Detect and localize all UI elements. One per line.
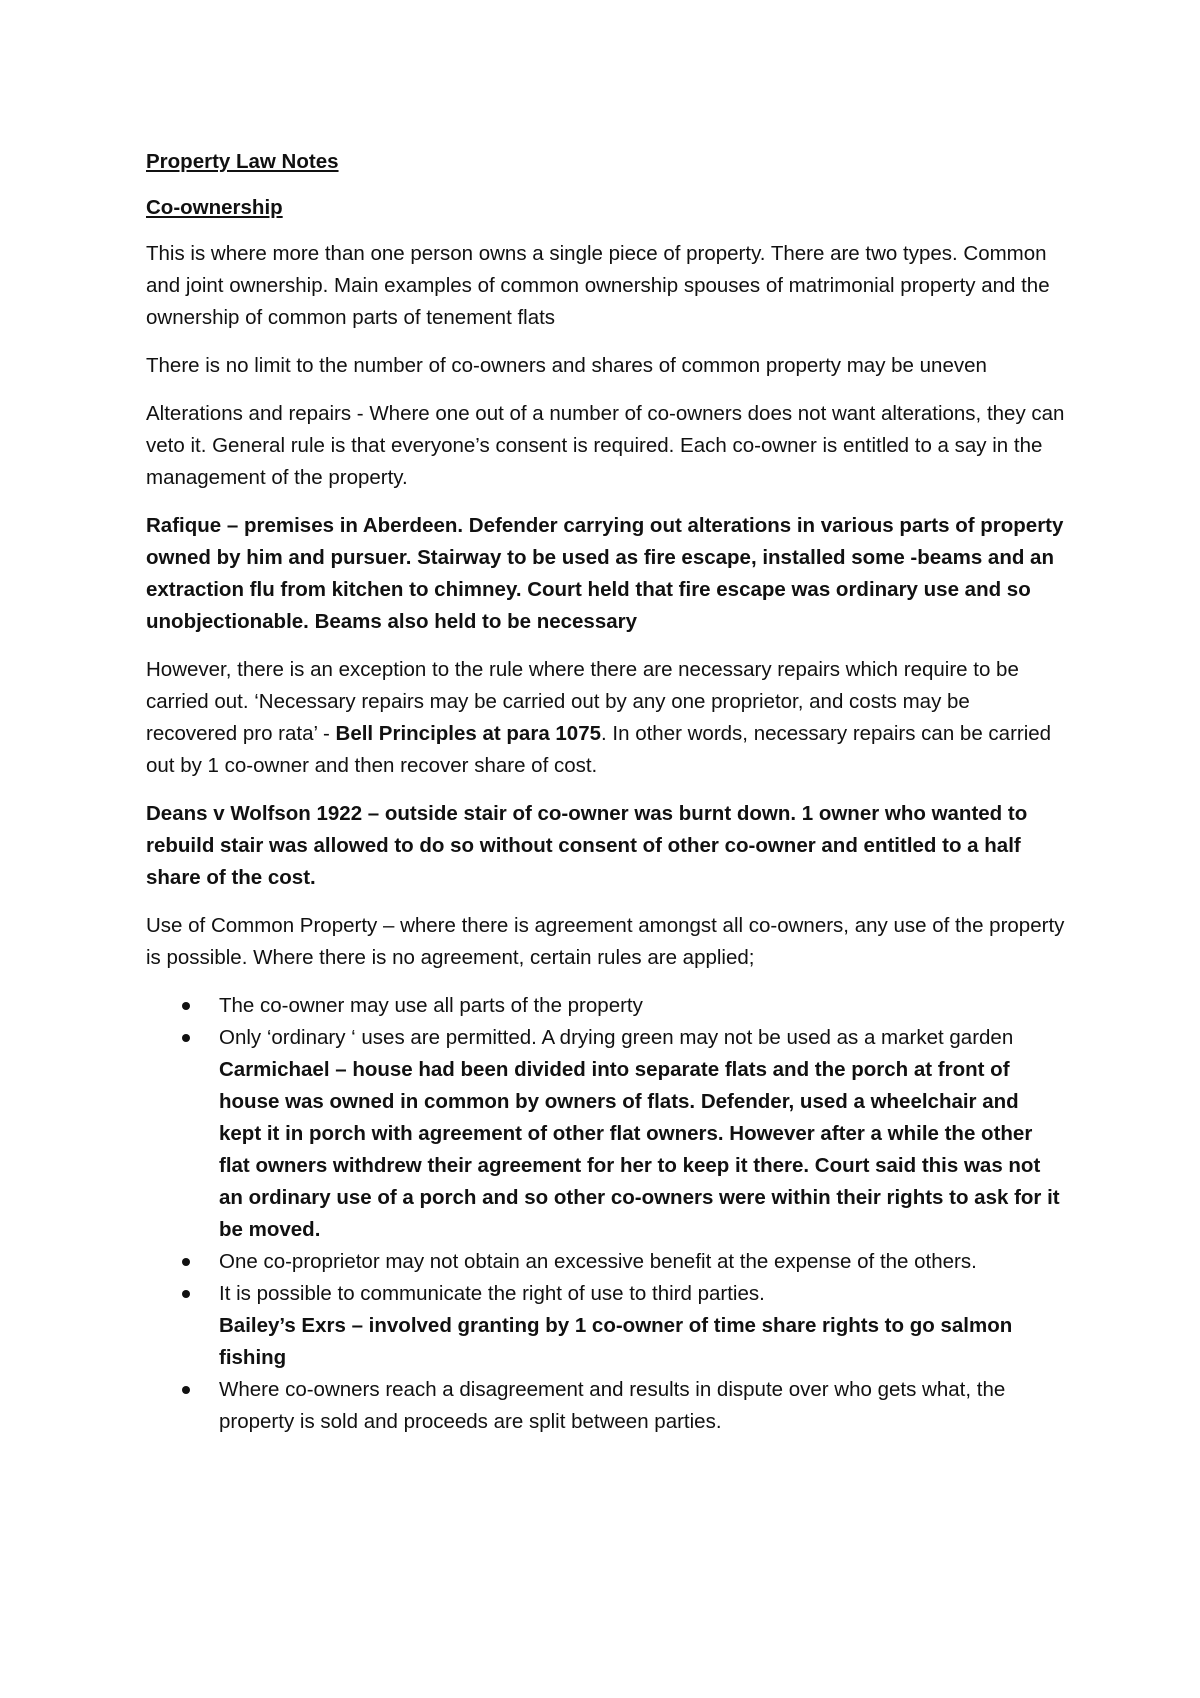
paragraph-use-common-property: Use of Common Property – where there is agreement amongst all co-owners, any use of the property is possible. Where there is no agreement, certain rules are applied; [146,914,1065,969]
bullet-icon [182,1034,190,1042]
bullet-icon [182,1386,190,1394]
exception-text-2: . In other words, necessary repairs can be carried out by 1 co-owner and then recover share of cost. [146,722,1052,777]
list-item [146,1022,1066,1246]
list-item [146,990,1066,1022]
list-item-text: One co-proprietor may not obtain an excessive benefit at the expense of the others. [219,1250,977,1273]
list-item-text: The co-owner may use all parts of the property [219,994,643,1017]
document-title-text: Property Law Notes [146,150,339,173]
paragraph-intro: This is where more than one person owns a single piece of property. There are two types. Common and joint ownership. Main examples of common ownership spouses of matrimonial property and the ownership of common parts of tenement flats [146,242,1050,329]
exception-text-1: However, there is an exception to the rule where there are necessary repairs which require to be carried out. ‘Necessary repairs may be carried out by any one proprietor, and costs may be recovered pro rata’ - [146,658,1019,745]
document-body [146,146,1066,1438]
case-rafique: Rafique – premises in Aberdeen. Defender carrying out alterations in various parts of property owned by him and pursuer. Stairway to be used as fire escape, installed some -beams and an extraction flu from kitchen to chimney. Court held that fire escape was ordinary use and so unobjectionable. Beams also held to be necessary [146,514,1064,633]
section-heading [146,192,1066,224]
bullet-icon [182,1002,190,1010]
list-item [146,1374,1066,1438]
list-item-text: Only ‘ordinary ‘ uses are permitted. A drying green may not be used as a market garden [219,1026,1014,1049]
paragraph-alterations: Alterations and repairs - Where one out of a number of co-owners does not want alterations, they can veto it. General rule is that everyone’s consent is required. Each co-owner is entitled to a say in the management of the property. [146,402,1065,489]
list-item-text: It is possible to communicate the right of use to third parties. [219,1282,765,1305]
section-heading-text: Co-ownership [146,196,283,219]
case-carmichael: Carmichael – house had been divided into separate flats and the porch at front of house was owned in common by owners of flats. Defender, used a wheelchair and kept it in porch with agreement of other flat owners. However after a while the other flat owners withdrew their agreement for her to keep it there. Court said this was not an ordinary use of a porch and so other co-owners were within their rights to ask for it be moved. [219,1058,1060,1241]
case-deans-v-wolfson: Deans v Wolfson 1922 – outside stair of co-owner was burnt down. 1 owner who wanted to rebuild stair was allowed to do so without consent of other co-owner and entitled to a half share of the cost. [146,802,1028,889]
list-item [146,1246,1066,1278]
list-item [146,1278,1066,1374]
document-title [146,146,1066,178]
exception-citation: Bell Principles at para 1075 [335,722,602,745]
bullet-icon [182,1290,190,1298]
bullet-icon [182,1258,190,1266]
rules-list [146,990,1066,1438]
paragraph-limit: There is no limit to the number of co-owners and shares of common property may be uneven [146,354,987,377]
paragraph-exception [146,654,1066,782]
case-baileys-exrs: Bailey’s Exrs – involved granting by 1 co-owner of time share rights to go salmon fishing [219,1314,1013,1369]
list-item-text: Where co-owners reach a disagreement and results in dispute over who gets what, the property is sold and proceeds are split between parties. [219,1378,1006,1433]
